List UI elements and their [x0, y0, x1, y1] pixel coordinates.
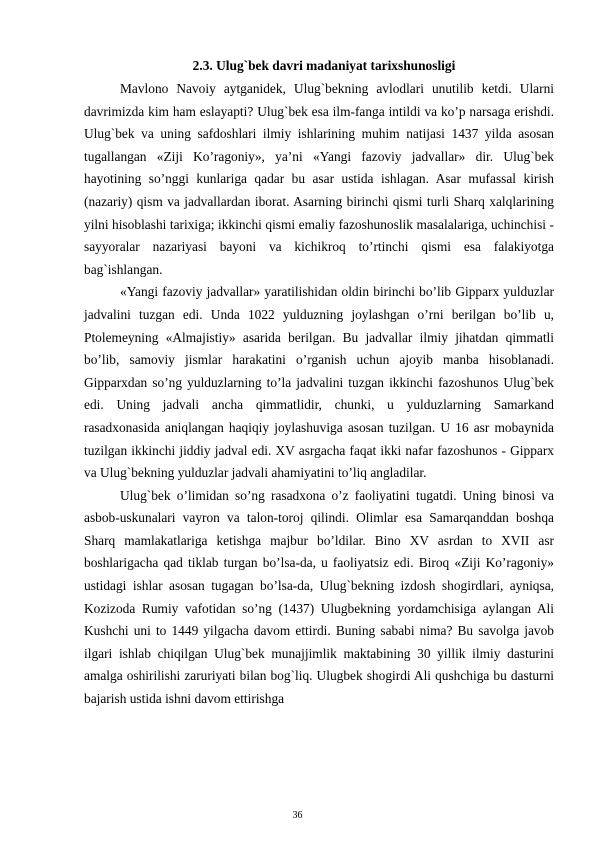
- paragraph-3: Ulug`bek o’limidan so’ng rasadxona o’z faoliyatini tugatdi. Uning binosi va asbob-uskunalari vayron va talon-toroj qilindi. Olimlar esa Samarqanddan boshqa Sharq mamlakatlariga ketishga majbur bo’ldilar. Bino XV asrdan to XVII asr boshlarigacha qad tiklab turgan bo’lsa-da, u faoliyatsiz edi. Biroq «Ziji Ko’ragoniy» ustidagi ishlar asosan tugagan bo’lsa-da, Ulug`bekning izdosh shogirdlari, ayniqsa, Kozizoda Rumiy vafotidan so’ng (1437) Ulugbekning yordamchisiga aylangan Ali Kushchi uni to 1449 yilgacha davom ettirdi. Buning sababi nima? Bu savolga javob ilgari ishlab chiqilgan Ulug`bek munajjimlik maktabining 30 yillik ilmiy dasturini amalga oshirilishi zaruriyati bilan bog`liq. Ulugbek shogirdi Ali qushchiga bu dasturni bajarish ustida ishni davom ettirishga: [84, 487, 554, 707]
- paragraph-2: «Yangi fazoviy jadvallar» yaratilishidan oldin birinchi bo’lib Gipparx yulduzlar jadvalini tuzgan edi. Unda 1022 yulduzning joylashgan o’rni berilgan bo’lib u, Ptolemeyning «Almajistiy» asarida berilgan. Bu jadvallar ilmiy jihatdan qimmatli bo’lib, samoviy jismlar harakatini o’rganish uchun ajoyib manba hisoblanadi. Gipparxdan so’ng yulduzlarning to’la jadvalini tuzgan ikkinchi fazoshunos Ulug`bek edi. Uning jadvali ancha qimmatlidir, chunki, u yulduzlarning Samarkand rasadxonasida aniqlangan haqiqiy joylashuviga asosan tuzilgan. U 16 asr mobaynida tuzilgan ikkinchi jiddiy jadval edi. XV asrgacha faqat ikki nafar fazoshunos - Gipparx va Ulug`bekning yulduzlar jadvali ahamiyatini to’liq angladilar.: [84, 284, 554, 481]
- paragraph-1: Mavlono Navoiy aytganidek, Ulug`bekning avlodlari unutilib ketdi. Ularni davrimizda kim ham eslayapti? Ulug`bek esa ilm-fanga intildi va ko’p narsaga erishdi. Ulug`bek va uning safdoshlari ilmiy ishlarining muhim natijasi 1437 yilda asosan tugallangan «Ziji Ko’ragoniy», ya’ni «Yangi fazoviy jadvallar» dir. Ulug`bek hayotining so’nggi kunlariga qadar bu asar ustida ishlagan. Asar mufassal kirish (nazariy) qism va jadvallardan iborat. Asarning birinchi qismi turli Sharq xalqlarining yilni hisoblashi tarixiga; ikkinchi qismi emaliy fazoshunoslik masalalariga, uchinchisi - sayyoralar nazariyasi bayoni va kichikroq to’rtinchi qismi esa falakiyotga bag`ishlangan.: [84, 81, 554, 277]
- document-page: [84, 57, 554, 711]
- section-heading: 2.3. Ulug`bek davri madaniyat tarixshunosligi: [192, 58, 456, 73]
- page-number: 36: [292, 810, 303, 821]
